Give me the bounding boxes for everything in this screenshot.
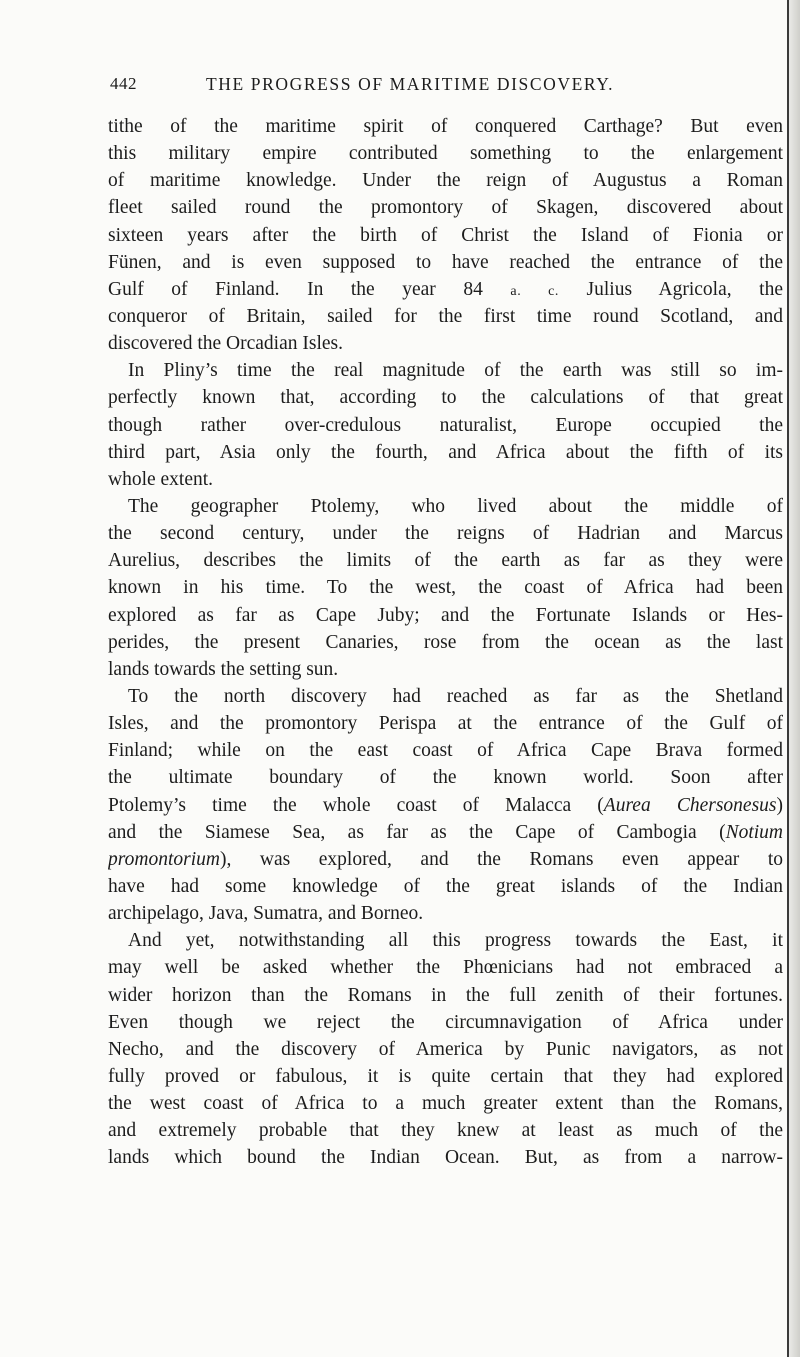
binding-edge-line [787, 0, 789, 1357]
text-line: Fünen, and is even supposed to have reached the entrance of the [108, 251, 783, 273]
text-fragment: and the Siamese Sea, as far as the Cape of Cambogia ( [108, 821, 726, 843]
page-number: 442 [110, 74, 137, 93]
text-fragment: Gulf of Finland. In the year 84 [108, 278, 511, 300]
text-line: known in his time. To the west, the coast of Africa had been [108, 577, 783, 599]
text-line: Isles, and the promontory Perispa at the entrance of the Gulf of [108, 713, 783, 735]
text-line: discovered the Orcadian Isles. [108, 333, 343, 355]
text-line [108, 846, 783, 873]
text-line: lands which bound the Indian Ocean. But, as from a narrow- [108, 1147, 783, 1169]
text-line: whole extent. [108, 468, 214, 490]
italic-term: Notium [725, 821, 783, 843]
text-fragment: ), was explored, and the Romans even appear to [219, 848, 783, 870]
text-line: the second century, under the reigns of Hadrian and Marcus [108, 523, 783, 545]
text-line: To the north discovery had reached as far as the Shetland [128, 685, 783, 707]
small-caps-abbreviation: a. c. [510, 283, 559, 299]
text-line: The geographer Ptolemy, who lived about the middle of [128, 495, 783, 517]
text-line: And yet, notwithstanding all this progress towards the East, it [128, 930, 783, 952]
text-line: archipelago, Java, Sumatra, and Borneo. [108, 903, 424, 925]
text-line: Finland; while on the east coast of Africa Cape Brava formed [108, 740, 783, 762]
text-line: explored as far as Cape Juby; and the Fortunate Islands or Hes- [108, 604, 783, 626]
text-line: the ultimate boundary of the known world. Soon after [108, 767, 783, 789]
text-line: Necho, and the discovery of America by Punic navigators, as not [108, 1038, 783, 1060]
text-line: wider horizon than the Romans in the full zenith of their fortunes. [108, 984, 783, 1006]
text-line: and extremely probable that they knew at least as much of the [108, 1120, 783, 1142]
text-line: the west coast of Africa to a much greater extent than the Romans, [108, 1093, 783, 1115]
text-line: of maritime knowledge. Under the reign of Augustus a Roman [108, 170, 783, 192]
running-header [110, 74, 786, 98]
text-line: fleet sailed round the promontory of Skagen, discovered about [108, 197, 783, 219]
text-line [108, 819, 783, 846]
running-title: THE PROGRESS OF MARITIME DISCOVERY. [206, 74, 615, 94]
text-line: perides, the present Canaries, rose from the ocean as the last [108, 631, 783, 653]
text-line: sixteen years after the birth of Christ the Island of Fionia or [108, 224, 783, 246]
text-fragment: ) [776, 794, 783, 816]
text-line: though rather over-credulous naturalist, Europe occupied the [108, 414, 783, 436]
text-line: Aurelius, describes the limits of the earth as far as they were [108, 550, 783, 572]
text-line: fully proved or fabulous, it is quite certain that they had explored [108, 1065, 783, 1087]
italic-term: Aurea Chersonesus [603, 794, 777, 816]
text-line: have had some knowledge of the great islands of the Indian [108, 875, 783, 897]
text-line: tithe of the maritime spirit of conquered Carthage? But even [108, 116, 783, 137]
text-line [108, 792, 783, 819]
text-line: perfectly known that, according to the calculations of that great [108, 387, 783, 409]
text-fragment: Julius Agricola, the [559, 278, 783, 300]
italic-term: promontorium [108, 848, 220, 870]
text-line: may well be asked whether the Phœnicians had not embraced a [108, 957, 783, 979]
text-line: conqueror of Britain, sailed for the first time round Scotland, and [108, 305, 783, 327]
text-line: this military empire contributed something to the enlargement [108, 143, 783, 165]
text-fragment: Ptolemy’s time the whole coast of Malacca ( [108, 794, 604, 816]
page-edge-shadow [788, 0, 800, 1357]
text-line: In Pliny’s time the real magnitude of the earth was still so im- [128, 360, 783, 382]
text-line: third part, Asia only the fourth, and Africa about the fifth of its [108, 441, 783, 463]
text-line: lands towards the setting sun. [108, 658, 339, 680]
text-line: Even though we reject the circumnavigation of Africa under [108, 1011, 783, 1033]
body-text [108, 113, 783, 1171]
text-line [108, 276, 783, 303]
